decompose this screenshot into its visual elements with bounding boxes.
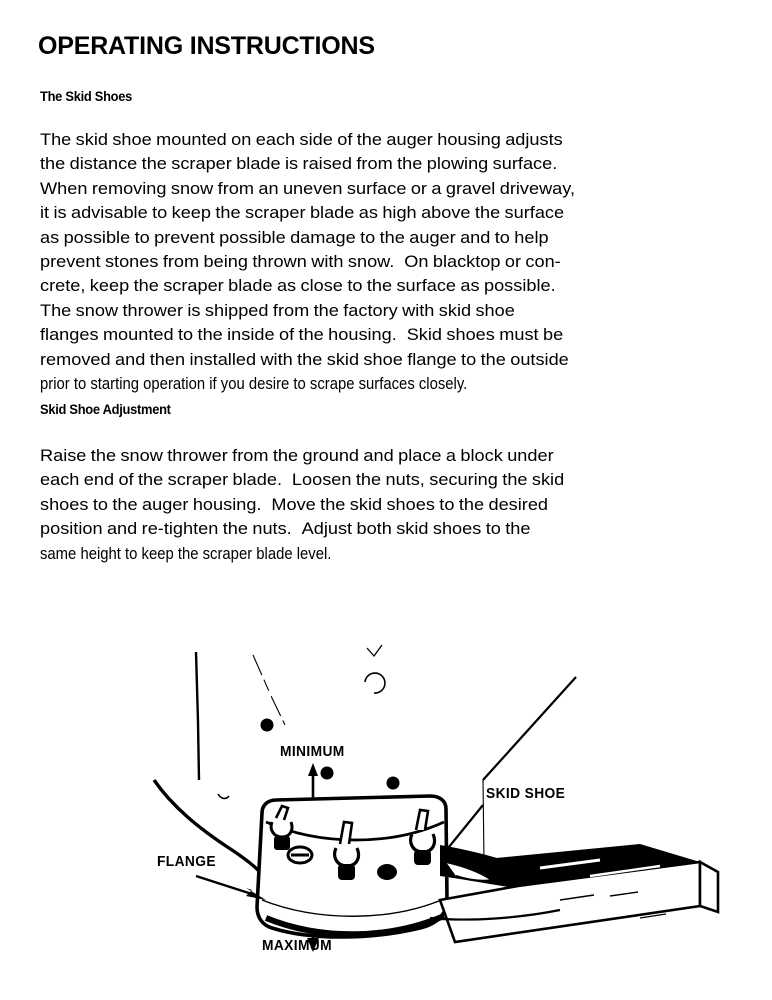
word: keep [171,204,211,223]
word: both [356,520,392,539]
body-line [40,299,742,323]
word: blade [236,155,281,174]
skid-shoe-leader-drop [483,780,484,862]
word: snow [75,301,119,320]
body-line [40,250,742,274]
word: the [458,495,485,514]
word: shoe [475,301,515,320]
word: on [231,131,252,149]
word: the [298,326,324,345]
word: driveway, [499,179,576,198]
body-line [40,274,742,298]
body-line [40,444,742,468]
word: is [53,204,67,223]
word: re-tighten [141,520,219,539]
word: an [258,179,279,198]
word: skid [326,350,360,369]
word: of [337,131,353,149]
word: being [203,252,248,271]
word: inside [227,326,275,345]
word: desired [488,495,549,514]
body-line [40,348,742,372]
word: gravel [445,179,496,198]
section-heading-skid-shoes: The Skid Shoes [40,88,133,104]
body-line-text [40,274,556,298]
word: with [402,301,435,320]
word: above [421,204,471,223]
word: auger [409,228,456,247]
figure-label-skid-shoe: SKID SHOE [486,786,566,802]
word: the [397,155,423,174]
word: removed [40,350,111,369]
word: Adjust [301,520,353,539]
word: shipped [204,301,269,320]
word: blade. [232,471,283,490]
word: shoes [386,495,435,514]
body-line-text [40,444,554,468]
word: is [187,301,201,320]
word: from [217,179,254,198]
block-end-face [700,862,718,912]
housing-clip-icon [367,645,382,656]
word: the [505,520,531,539]
body-line-text [40,250,561,274]
word: as [358,204,378,223]
body-line [40,152,742,176]
body-line-text [40,226,549,250]
word: as [276,277,297,296]
page-title: OPERATING INSTRUCTIONS [38,32,375,60]
word: the [215,204,241,223]
word: the [480,350,506,369]
word: Skid [406,326,443,345]
word: adjusts [505,131,563,149]
word: scraper [163,277,224,296]
word: the [355,471,382,490]
housing-bolt-head-icon [365,673,385,693]
word: to [134,228,150,247]
word: scraper [167,471,229,490]
word: snow. [347,252,395,271]
skid-shoe-illustration [0,600,772,1000]
word: shoes [446,326,495,345]
word: Loosen [291,471,352,490]
word: the [474,204,501,223]
word: damage [290,228,356,247]
word: the [141,155,167,174]
word: Raise [40,447,87,465]
body-line [40,226,742,250]
word: with [260,350,293,369]
word: ground [302,447,360,465]
body-line [40,177,742,201]
word: and [115,350,146,369]
word: from [272,301,310,320]
word: auger [142,495,189,514]
word: The [40,131,72,149]
word: housing. [192,495,262,514]
word: advisable [70,204,148,223]
word: the [502,471,528,490]
housing-vertical-edge [196,652,199,780]
word: and [363,447,394,465]
word: from [232,447,269,465]
word: the [313,301,339,320]
housing-surface-mark [218,794,229,798]
body-line [40,542,672,566]
section-heading-skid-shoe-adjustment: Skid Shoe Adjustment [40,401,171,417]
word: the [320,495,346,514]
word: skid [531,471,565,490]
housing-rivet-dot [387,777,400,790]
word: a [445,447,457,465]
word: then [149,350,186,369]
housing-seam-line [253,655,285,725]
word: removing [91,179,167,198]
word: and [460,228,491,247]
body-line-text [40,493,548,517]
word: to [485,520,501,539]
word: shoe [112,131,152,149]
word: prevent [40,252,101,271]
word: mounted [102,326,174,345]
word: to [177,326,194,345]
body-line-text [40,468,564,492]
word: distance [69,155,138,174]
body-line-text [40,348,569,372]
word: or [504,252,522,271]
word: and [106,520,138,539]
body-line [40,517,742,541]
word: nuts. [252,520,292,539]
word: auger [386,131,433,149]
word: When [40,179,88,198]
word: uneven [282,179,343,198]
word: each [255,131,296,149]
word: thrower [122,301,183,320]
figure-label-minimum: MINIMUM [280,744,345,760]
word: housing [437,131,501,149]
body-line-text [40,152,557,176]
word: surface. [492,155,558,174]
word: position [40,520,103,539]
word: the [90,447,117,465]
paragraph-skid-shoes [40,128,742,396]
word: from [356,155,393,174]
word: under [507,447,554,465]
word: or [410,179,427,198]
word: securing [429,471,498,490]
skid-shoe-hole [377,864,397,880]
word: raised [302,155,352,174]
word: end [83,471,115,490]
body-line-text [40,517,530,541]
word: plowing [426,155,489,174]
word: of [118,471,134,490]
word: The [40,301,72,320]
word: thrower [167,447,228,465]
word: outside [510,350,569,369]
skid-shoe-leader-line [483,677,576,780]
body-line-text [40,201,564,225]
word: place [398,447,442,465]
word: skid [75,131,108,149]
word: blade [228,277,273,296]
flange-arrow-shaft [196,876,258,896]
word: snow [120,447,163,465]
word: to [92,495,108,514]
word: skid [438,301,472,320]
word: crete, [40,277,86,296]
word: block [460,447,503,465]
body-line [40,468,742,492]
word: blade [309,204,355,223]
word: blacktop [432,252,501,271]
word: possible [63,228,131,247]
body-line [40,323,742,347]
word: flange [407,350,457,369]
word: is [285,155,299,174]
word: the [366,277,393,296]
word: the [297,350,323,369]
housing-rivet-dot [321,767,334,780]
word: the [137,471,164,490]
word: skid [396,520,429,539]
word: surface [396,277,457,296]
word: high [382,204,417,223]
word: housing. [328,326,397,345]
word: close [300,277,343,296]
word: the [197,326,223,345]
word: keep [89,277,130,296]
word: with [311,252,344,271]
word: surface [346,179,407,198]
word: prevent [154,228,215,247]
body-line-text: prior to starting operation if you desire to scrape surfaces closely. [40,374,468,393]
word: shoes [432,520,482,539]
word: possible [219,228,286,247]
word: surface [504,204,565,223]
word: mounted [156,131,227,149]
word: to [347,277,363,296]
word: the [40,155,66,174]
body-line-text: same height to keep the scraper blade level. [40,544,332,563]
word: the [133,277,159,296]
word: the [272,447,299,465]
body-line-text [40,128,563,152]
word: nuts, [385,471,425,490]
word: the [222,520,248,539]
word: to [360,228,376,247]
figure-label-maximum: MAXIMUM [262,938,333,954]
body-line [40,201,742,225]
word: factory [343,301,398,320]
body-line [40,372,672,396]
body-line-text [40,177,575,201]
body-line-text [40,323,563,347]
word: scraper [171,155,232,174]
word: to [461,350,477,369]
word: skid [349,495,383,514]
word: of [278,326,295,345]
skid-shoe-line-drawing [0,600,772,1000]
word: help [514,228,549,247]
word: side [299,131,333,149]
word: to [439,495,455,514]
body-line-text [40,299,515,323]
word: from [162,252,200,271]
word: shoe [363,350,403,369]
word: as [460,277,480,296]
word: the [356,131,382,149]
word: installed [189,350,257,369]
word: shoes [40,495,89,514]
word: must [499,326,539,345]
figure-label-flange: FLANGE [157,854,216,870]
paragraph-skid-shoe-adjustment [40,444,742,566]
word: snow [170,179,214,198]
word: stones [104,252,159,271]
word: as [40,228,60,247]
word: Move [271,495,316,514]
word: to [152,204,168,223]
word: possible. [483,277,556,296]
word: to [494,228,510,247]
body-line [40,493,742,517]
word: flanges [40,326,99,345]
word: the [112,495,138,514]
housing-rivet-dot [261,719,274,732]
word: scraper [245,204,306,223]
word: the [379,228,405,247]
word: con- [525,252,561,271]
word: each [40,471,80,490]
word: a [431,179,442,198]
word: be [542,326,564,345]
word: On [404,252,429,271]
body-line [40,128,742,152]
word: thrown [252,252,307,271]
word: it [40,204,50,223]
